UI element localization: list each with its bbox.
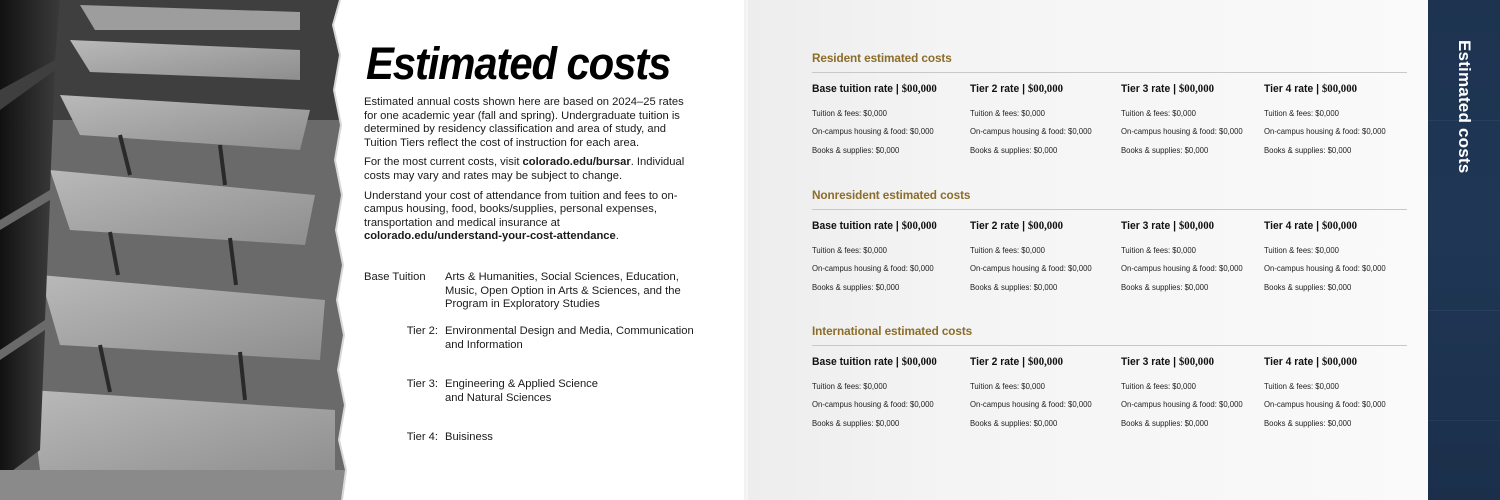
rate-amount: $00,000	[1027, 356, 1064, 368]
rate-label: Tier 4 rate |	[1264, 83, 1322, 95]
books-supplies-line: Books & supplies: $0,000	[1264, 418, 1352, 428]
housing-food-line: On-campus housing & food: $0,000	[1264, 399, 1386, 409]
rate-column-tier-2	[970, 356, 1120, 428]
rate-label: Base tuition rate |	[812, 83, 902, 95]
rate-heading	[1121, 356, 1262, 368]
rate-heading	[812, 356, 953, 368]
cost-attendance-link[interactable]: colorado.edu/understand-your-cost-attendance	[364, 230, 616, 243]
intro-panel	[362, 0, 748, 500]
rate-heading	[1264, 220, 1405, 232]
books-supplies-line: Books & supplies: $0,000	[812, 145, 900, 155]
housing-food-line: On-campus housing & food: $0,000	[1121, 263, 1243, 273]
intro-paragraph-3	[364, 190, 694, 244]
rate-column-base	[812, 220, 962, 292]
rate-label: Tier 4 rate |	[1264, 356, 1322, 368]
rate-heading	[812, 220, 953, 232]
rate-heading	[1264, 356, 1405, 368]
intro-paragraph-2	[364, 156, 694, 183]
rate-amount: $00,000	[1178, 83, 1215, 95]
tuition-fees-line: Tuition & fees: $0,000	[1121, 245, 1196, 255]
books-supplies-line: Books & supplies: $0,000	[812, 282, 900, 292]
rate-column-tier-4	[1264, 83, 1414, 155]
rate-column-base	[812, 83, 962, 155]
tier-key: Tier 2:	[406, 325, 438, 337]
rate-label: Tier 3 rate |	[1121, 356, 1179, 368]
tuition-fees-line: Tuition & fees: $0,000	[1264, 108, 1339, 118]
rate-label: Tier 2 rate |	[970, 356, 1028, 368]
tuition-fees-line: Tuition & fees: $0,000	[1121, 108, 1196, 118]
rate-amount: $00,000	[1027, 83, 1064, 95]
tier-value: Environmental Design and Media, Communication and Information	[445, 325, 694, 351]
housing-food-line: On-campus housing & food: $0,000	[970, 399, 1092, 409]
books-supplies-line: Books & supplies: $0,000	[970, 145, 1058, 155]
section-heading: Resident estimated costs	[812, 51, 952, 65]
rate-amount: $00,000	[1027, 220, 1064, 232]
divider	[812, 72, 1407, 73]
rate-heading	[1264, 83, 1405, 95]
tier-key: Base Tuition	[364, 271, 426, 283]
side-tab[interactable]	[1428, 0, 1500, 500]
intro-text	[364, 96, 694, 250]
books-supplies-line: Books & supplies: $0,000	[1121, 282, 1209, 292]
books-supplies-line: Books & supplies: $0,000	[1121, 418, 1209, 428]
rate-amount: $00,000	[901, 83, 937, 95]
rate-label: Tier 4 rate |	[1264, 220, 1322, 232]
bursar-link[interactable]: colorado.edu/bursar	[522, 156, 631, 169]
housing-food-line: On-campus housing & food: $0,000	[812, 263, 934, 273]
rate-column-base	[812, 356, 962, 428]
intro-p2-text-end: . Individual costs may vary and rates may be subject to change.	[364, 156, 685, 182]
tuition-fees-line: Tuition & fees: $0,000	[1264, 245, 1339, 255]
divider	[812, 209, 1407, 210]
costs-panel	[748, 0, 1428, 500]
intro-p3-text-end: .	[615, 230, 619, 243]
rate-heading	[812, 83, 953, 95]
classroom-desks-illustration	[0, 0, 360, 500]
section-heading: International estimated costs	[812, 324, 973, 338]
rate-column-tier-3	[1121, 356, 1271, 428]
housing-food-line: On-campus housing & food: $0,000	[1264, 126, 1386, 136]
international-costs-section	[812, 324, 1408, 428]
tuition-fees-line: Tuition & fees: $0,000	[812, 381, 887, 391]
rate-amount: $00,000	[1321, 220, 1358, 232]
rate-amount: $00,000	[1321, 83, 1358, 95]
rate-heading	[970, 356, 1111, 368]
tier-key: Tier 3:	[406, 378, 438, 390]
rate-amount: $00,000	[1178, 356, 1215, 368]
tuition-fees-line: Tuition & fees: $0,000	[1121, 381, 1196, 391]
rate-amount: $00,000	[1178, 220, 1215, 232]
rate-amount: $00,000	[901, 356, 937, 368]
rate-heading	[1121, 83, 1262, 95]
tier-value: Engineering & Applied Science and Natural Sciences	[445, 378, 599, 404]
tuition-fees-line: Tuition & fees: $0,000	[812, 245, 887, 255]
housing-food-line: On-campus housing & food: $0,000	[1121, 399, 1243, 409]
books-supplies-line: Books & supplies: $0,000	[1121, 145, 1209, 155]
classroom-photo	[0, 0, 360, 500]
tuition-fees-line: Tuition & fees: $0,000	[1264, 381, 1339, 391]
paper-crease	[1428, 420, 1500, 421]
paper-crease	[1428, 310, 1500, 311]
rate-label: Tier 2 rate |	[970, 220, 1028, 232]
rate-column-tier-4	[1264, 356, 1414, 428]
rate-amount: $00,000	[901, 220, 937, 232]
housing-food-line: On-campus housing & food: $0,000	[970, 126, 1092, 136]
intro-p3-text: Understand your cost of attendance from tuition and fees to on-campus housing, food, books/supplies, personal expenses, transportation and medical insurance at	[364, 189, 678, 229]
rate-label: Base tuition rate |	[812, 356, 902, 368]
rate-amount: $00,000	[1321, 356, 1358, 368]
tuition-fees-line: Tuition & fees: $0,000	[970, 381, 1045, 391]
books-supplies-line: Books & supplies: $0,000	[812, 418, 900, 428]
tier-value: Buisiness	[445, 431, 493, 443]
rate-heading	[970, 83, 1111, 95]
rate-label: Base tuition rate |	[812, 220, 902, 232]
books-supplies-line: Books & supplies: $0,000	[1264, 282, 1352, 292]
housing-food-line: On-campus housing & food: $0,000	[812, 126, 934, 136]
housing-food-line: On-campus housing & food: $0,000	[970, 263, 1092, 273]
rate-label: Tier 2 rate |	[970, 83, 1028, 95]
section-heading: Nonresident estimated costs	[812, 188, 971, 202]
rate-column-tier-3	[1121, 220, 1271, 292]
tuition-fees-line: Tuition & fees: $0,000	[970, 108, 1045, 118]
resident-costs-section	[812, 51, 1408, 155]
rate-heading	[970, 220, 1111, 232]
tuition-fees-line: Tuition & fees: $0,000	[812, 108, 887, 118]
housing-food-line: On-campus housing & food: $0,000	[812, 399, 934, 409]
page-title: Estimated costs	[366, 38, 671, 89]
housing-food-line: On-campus housing & food: $0,000	[1121, 126, 1243, 136]
housing-food-line: On-campus housing & food: $0,000	[1264, 263, 1386, 273]
intro-paragraph-1: Estimated annual costs shown here are based on 2024–25 rates for one academic year (fall and spring). Undergraduate tuition is determined by residency classification and area of study, and Tuition Tiers reflect the cost of instruction for each area.	[364, 96, 684, 149]
tier-value: Arts & Humanities, Social Sciences, Education, Music, Open Option in Arts & Sciences, and the Program in Exploratory Studies	[445, 271, 681, 311]
side-tab-label: Estimated costs	[1455, 40, 1474, 174]
books-supplies-line: Books & supplies: $0,000	[1264, 145, 1352, 155]
rate-heading	[1121, 220, 1262, 232]
rate-column-tier-2	[970, 220, 1120, 292]
rate-column-tier-3	[1121, 83, 1271, 155]
rate-column-tier-2	[970, 83, 1120, 155]
tier-key: Tier 4:	[406, 431, 438, 443]
rate-column-tier-4	[1264, 220, 1414, 292]
rate-label: Tier 3 rate |	[1121, 83, 1179, 95]
rate-label: Tier 3 rate |	[1121, 220, 1179, 232]
divider	[812, 345, 1407, 346]
tuition-fees-line: Tuition & fees: $0,000	[970, 245, 1045, 255]
books-supplies-line: Books & supplies: $0,000	[970, 282, 1058, 292]
intro-p2-text: For the most current costs, visit	[364, 156, 523, 169]
books-supplies-line: Books & supplies: $0,000	[970, 418, 1058, 428]
nonresident-costs-section	[812, 188, 1408, 292]
